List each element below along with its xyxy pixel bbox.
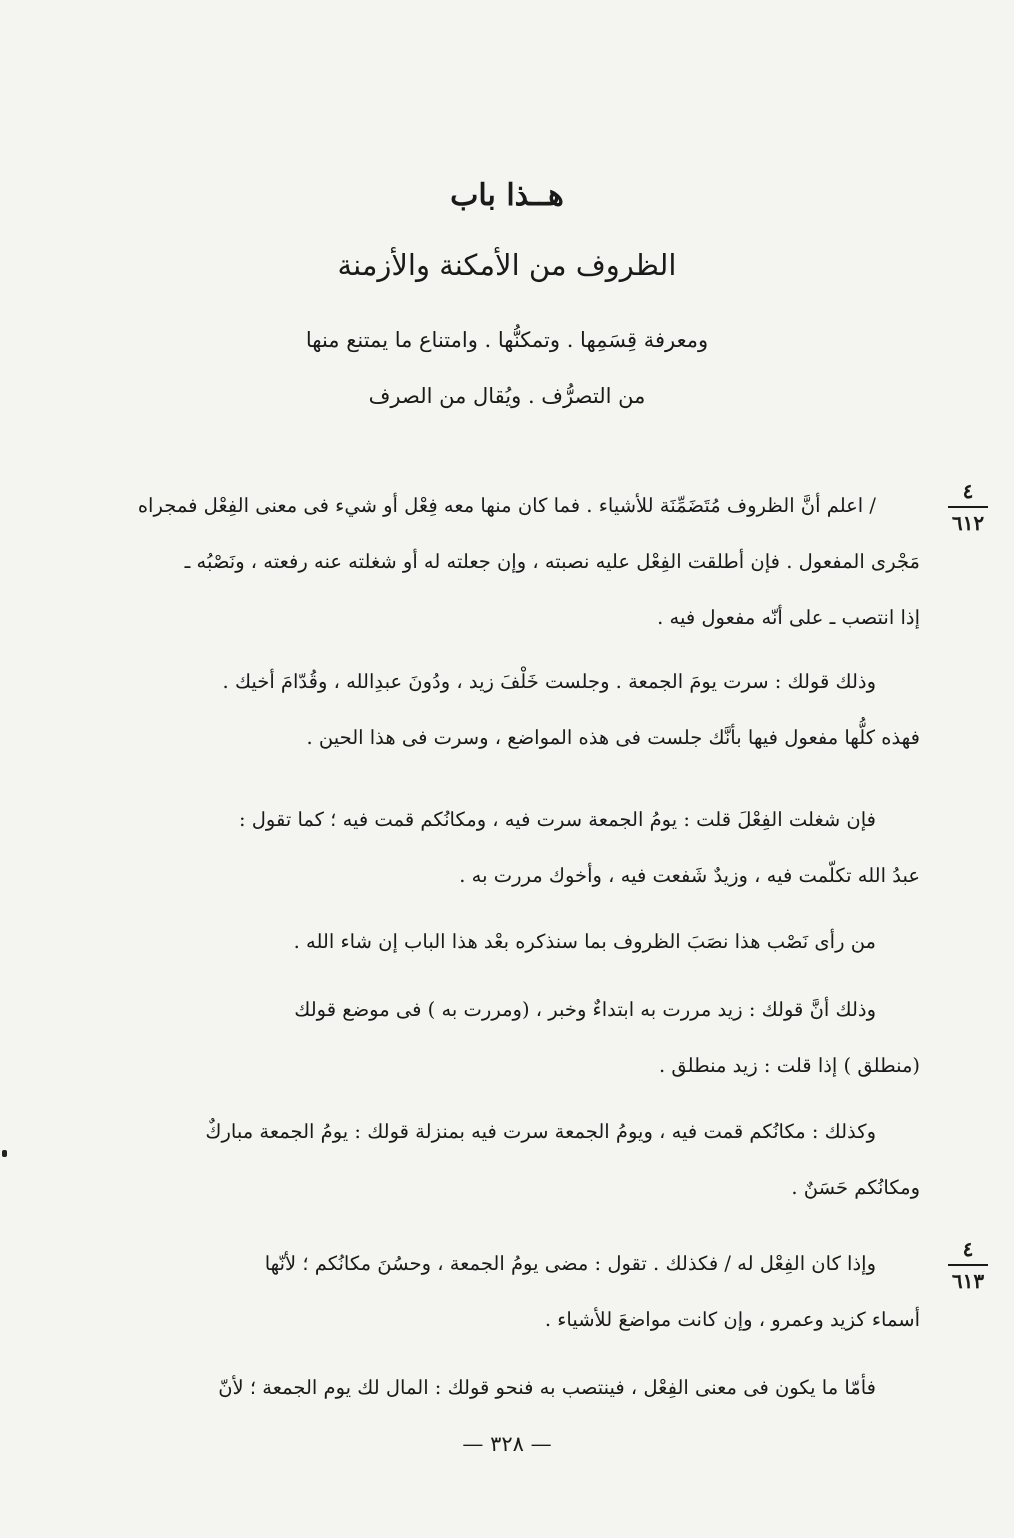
margin-reference-page: ٦١٣ [951, 1269, 985, 1293]
chapter-description-line-1: ومعرفة قِسَمِها . وتمكنُّها . وامتناع ما يمتنع منها [305, 328, 709, 352]
margin-reference-volume: ٤ [962, 1237, 974, 1261]
text-line: (منطلق ) إذا قلت : زيد منطلق . [659, 1054, 920, 1077]
margin-reference-page: ٦١٢ [951, 511, 985, 535]
chapter-description-line-2: من التصرُّف . ويُقال من الصرف [368, 384, 646, 408]
text-line: من رأى نَصْب هذا نصَبَ الظروف بما سنذكره بعْد هذا الباب إن شاء الله . [293, 930, 876, 953]
paragraph-2 [40, 654, 920, 766]
margin-reference-2 [944, 1236, 992, 1294]
margin-reference-divider [948, 1264, 988, 1266]
margin-reference-divider [948, 506, 988, 508]
text-line: فهذه كلُّها مفعول فيها بأنَّك جلست فى هذه المواضع ، وسرت فى هذا الحين . [306, 726, 920, 749]
chapter-subtitle: الظروف من الأمكنة والأزمنة [337, 248, 677, 282]
text-line: وإذا كان الفِعْل له / فكذلك . تقول : مضى يومُ الجمعة ، وحسُنَ مكانُكم ؛ لأنّها [264, 1252, 876, 1275]
paragraph-5 [40, 982, 920, 1094]
text-line: أسماء كزيد وعمرو ، وإن كانت مواضعَ للأشياء . [544, 1308, 920, 1331]
text-line: عبدُ الله تكلّمت فيه ، وزيدٌ شَفعت فيه ، وأخوك مررت به . [459, 864, 920, 887]
paragraph-7 [40, 1236, 920, 1348]
paragraph-8 [40, 1360, 920, 1416]
margin-reference-1 [944, 478, 992, 536]
paragraph-4 [40, 914, 920, 970]
text-line: ومكانُكم حَسَنٌ . [791, 1176, 920, 1199]
margin-reference-volume: ٤ [962, 479, 974, 503]
scan-speck [2, 1150, 7, 1157]
chapter-title: هــذا باب [450, 178, 564, 213]
text-line: مَجْرى المفعول . فإن أطلقت الفِعْل عليه نصبته ، وإن جعلته له أو شغلته عنه رفعته ، ونَصْبُه ـ [184, 550, 920, 573]
text-line: فإن شغلت الفِعْلَ قلت : يومُ الجمعة سرت فيه ، ومكانُكم قمت فيه ؛ كما تقول : [238, 808, 876, 831]
text-line: وذلك قولك : سرت يومَ الجمعة . وجلست خَلْفَ زيد ، ودُونَ عبدِالله ، وقُدّامَ أخيك . [222, 670, 876, 693]
text-line: فأمّا ما يكون فى معنى الفِعْل ، فينتصب به فنحو قولك : المال لك يوم الجمعة ؛ لأنّ [218, 1376, 876, 1399]
page-number: — ٣٢٨ — [462, 1432, 552, 1456]
paragraph-3 [40, 792, 920, 904]
text-line: وذلك أنَّ قولك : زيد مررت به ابتداءٌ وخبر ، (ومررت به ) فى موضع قولك [294, 998, 876, 1021]
text-line: / اعلم أنَّ الظروف مُتَضَمِّنَة للأشياء . فما كان منها معه فِعْل أو شيء فى معنى الفِعْل فمجراه [137, 494, 876, 517]
text-line: إذا انتصب ـ على أنّه مفعول فيه . [657, 606, 920, 629]
paragraph-6 [40, 1104, 920, 1216]
paragraph-1 [40, 478, 920, 646]
text-line: وكذلك : مكانُكم قمت فيه ، ويومُ الجمعة سرت فيه بمنزلة قولك : يومُ الجمعة مباركٌ [205, 1120, 876, 1143]
